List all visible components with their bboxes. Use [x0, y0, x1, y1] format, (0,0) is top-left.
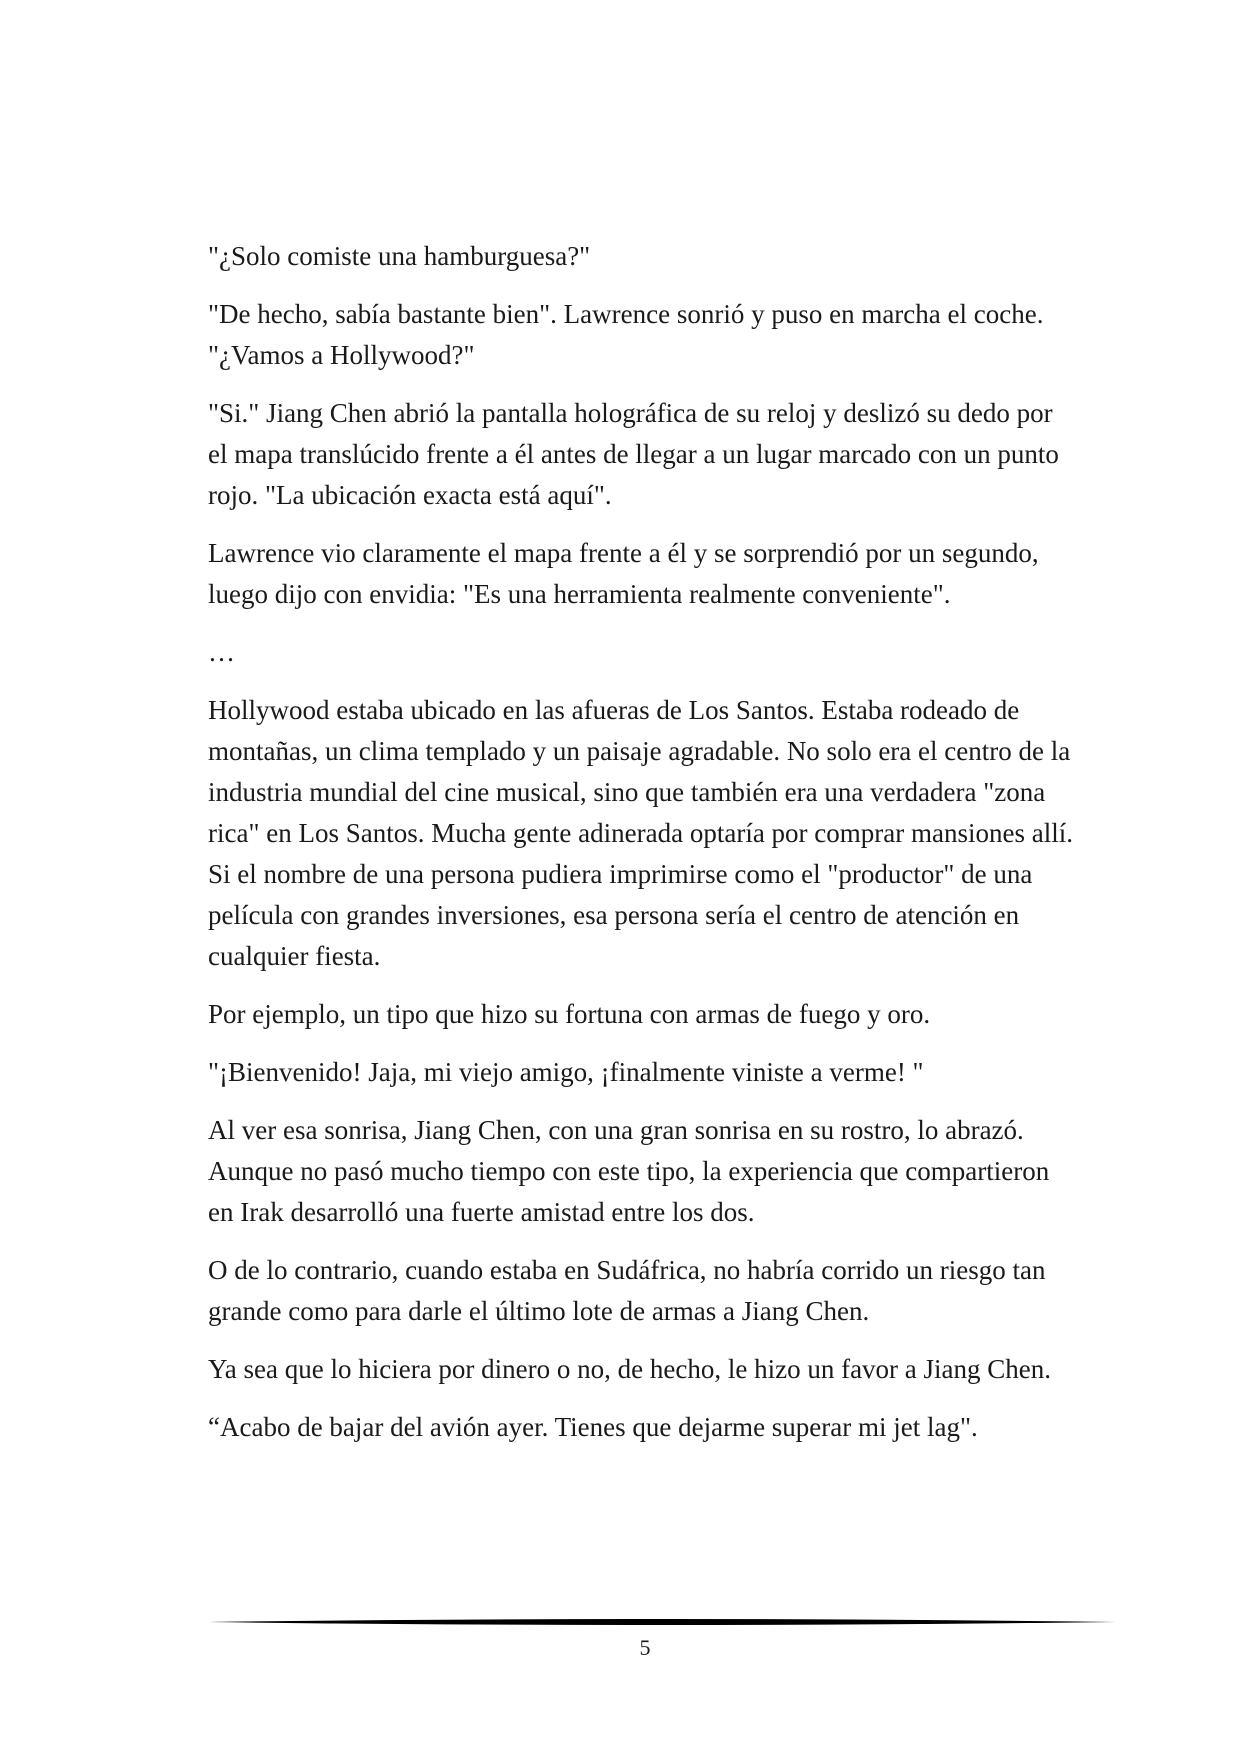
paragraph: “Acabo de bajar del avión ayer. Tienes que dejarme superar mi jet lag".: [208, 1412, 978, 1442]
footer-divider: [208, 1617, 1116, 1627]
paragraph: Ya sea que lo hiciera por dinero o no, de hecho, le hizo un favor a Jiang Chen.: [208, 1354, 1052, 1384]
body-text: [208, 236, 1078, 1465]
page-number: 5: [639, 1635, 651, 1660]
paragraph: "¿Solo comiste una hamburguesa?": [208, 241, 591, 271]
paragraph: "Si." Jiang Chen abrió la pantalla holográfica de su reloj y deslizó su dedo por el mapa translúcido frente a él antes de llegar a un lugar marcado con un punto rojo. "La ubicación exacta está aquí".: [208, 398, 1059, 510]
scene-break: …: [208, 637, 235, 667]
paragraph: O de lo contrario, cuando estaba en Sudáfrica, no habría corrido un riesgo tan grande como para darle el último lote de armas a Jiang Chen.: [208, 1255, 1046, 1326]
paragraph: Al ver esa sonrisa, Jiang Chen, con una gran sonrisa en su rostro, lo abrazó. Aunque no pasó mucho tiempo con este tipo, la experiencia que compartieron en Irak desarrolló una fuerte amistad entre los dos.: [208, 1115, 1050, 1227]
paragraph: Por ejemplo, un tipo que hizo su fortuna con armas de fuego y oro.: [208, 999, 931, 1029]
paragraph: "De hecho, sabía bastante bien". Lawrence sonrió y puso en marcha el coche. "¿Vamos a Hollywood?": [208, 299, 1044, 370]
paragraph: "¡Bienvenido! Jaja, mi viejo amigo, ¡finalmente viniste a verme! ": [208, 1057, 924, 1087]
paragraph: Hollywood estaba ubicado en las afueras de Los Santos. Estaba rodeado de montañas, un clima templado y un paisaje agradable. No solo era el centro de la industria mundial del cine musical, sino que también era una verdadera "zona rica" en Los Santos. Mucha gente adinerada optaría por comprar mansiones allí. Si el nombre de una persona pudiera imprimirse como el "productor" de una película con grandes inversiones, esa persona sería el centro de atención en cualquier fiesta.: [208, 695, 1073, 971]
paragraph: Lawrence vio claramente el mapa frente a él y se sorprendió por un segundo, luego dijo con envidia: "Es una herramienta realmente conveniente".: [208, 538, 1039, 609]
